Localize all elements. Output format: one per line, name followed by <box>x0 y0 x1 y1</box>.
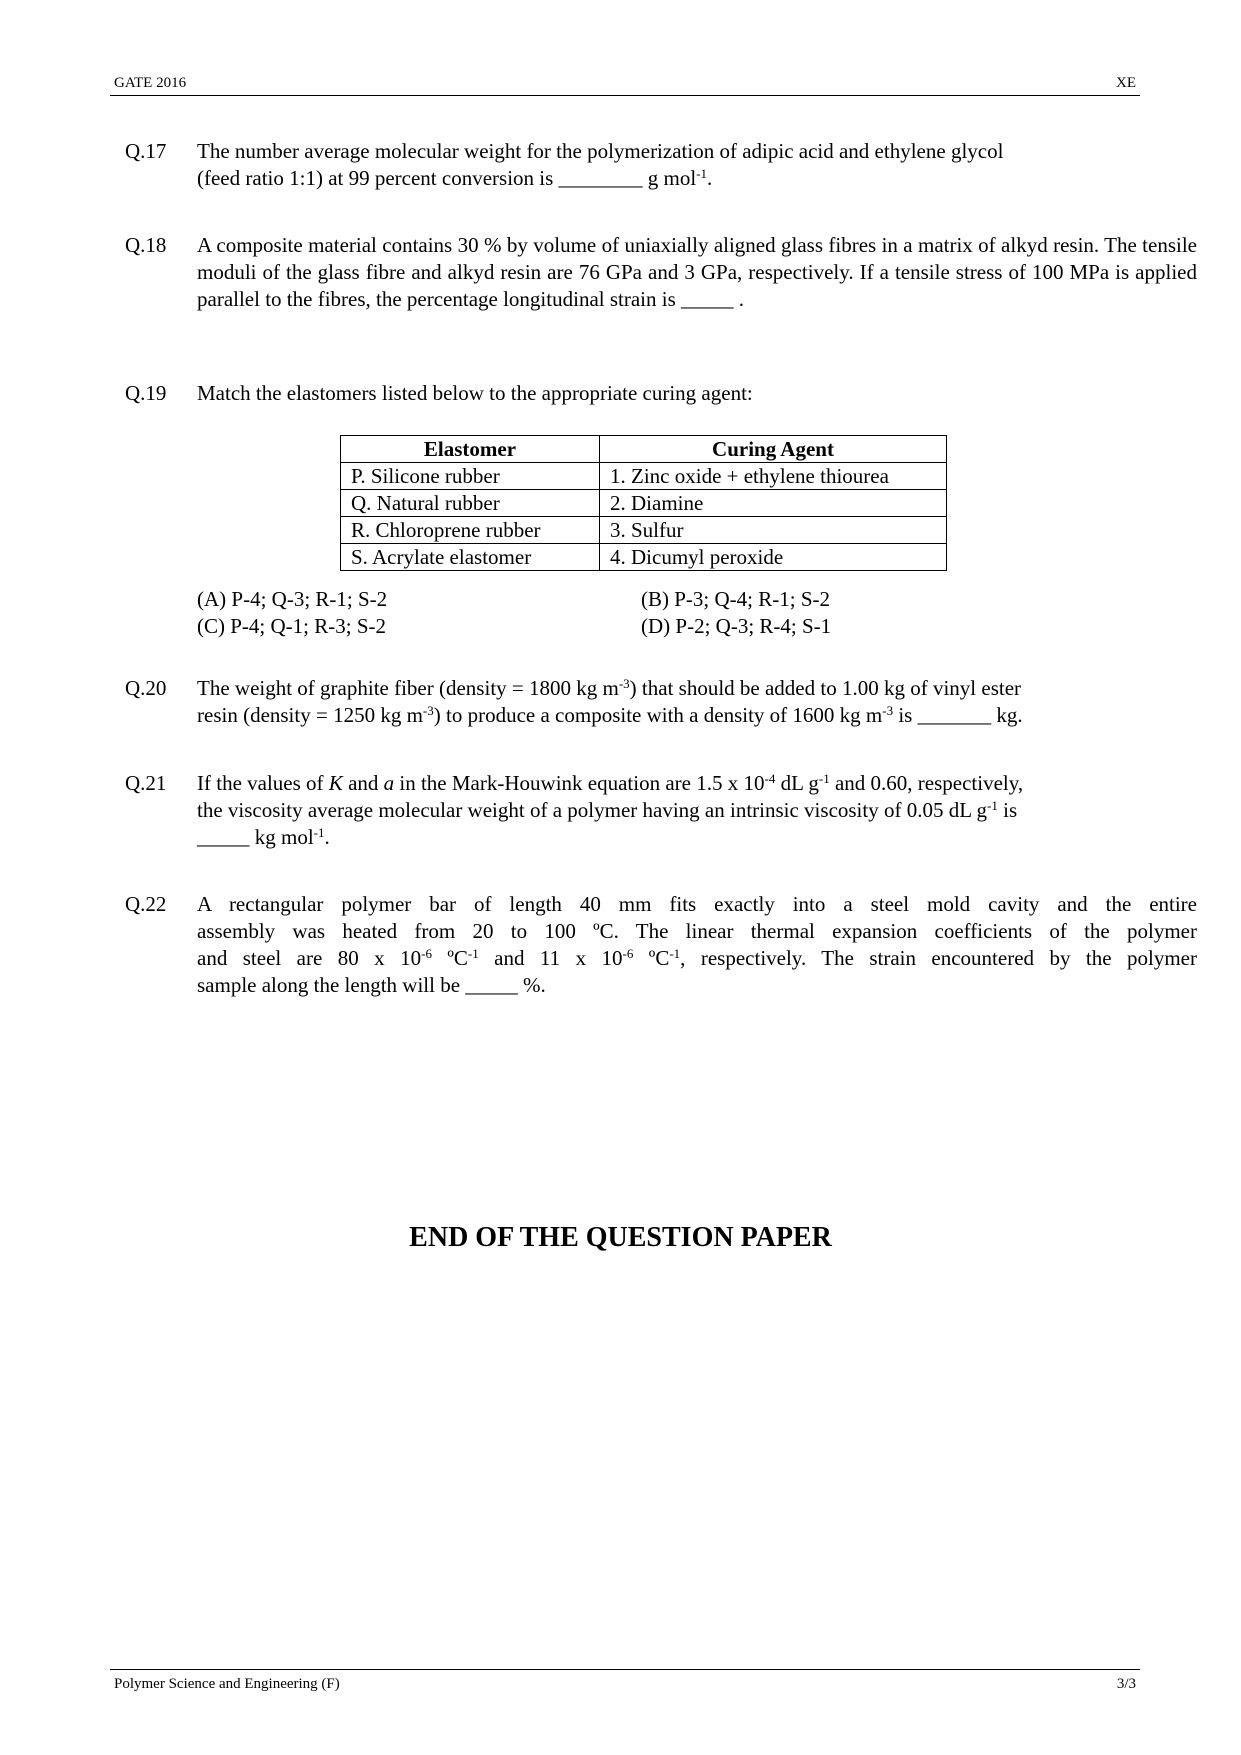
page-header <box>110 75 1140 96</box>
table-cell: P. Silicone rubber <box>341 463 600 490</box>
table-header-row <box>341 436 947 463</box>
question-number: Q.19 <box>125 381 167 405</box>
end-of-paper-heading: END OF THE QUESTION PAPER <box>409 1222 832 1253</box>
question-number: Q.18 <box>125 233 167 257</box>
table-cell: R. Chloroprene rubber <box>341 517 600 544</box>
column-header-curing-agent: Curing Agent <box>600 436 947 463</box>
page-footer <box>110 1669 1140 1693</box>
question-number: Q.22 <box>125 892 167 916</box>
table-cell: 1. Zinc oxide + ethylene thiourea <box>600 463 947 490</box>
question-text: Match the elastomers listed below to the appropriate curing agent: <box>197 381 753 405</box>
table-cell: 4. Dicumyl peroxide <box>600 544 947 571</box>
header-paper-code: XE <box>1116 75 1136 91</box>
question-text: The number average molecular weight for the polymerization of adipic acid and ethylene glycol (feed ratio 1:1) at 99 percent conversion is ________ g mol$^{-1}$. <box>197 139 1004 190</box>
question-text: A rectangular polymer bar of length 40 mm fits exactly into a steel mold cavity and the entire assembly was heated from 20 to 100 ºC. The linear thermal expansion coefficients of the polymer and steel are 80 x $10^{-6}$ ºC$^{-1}$ and 11 x $10^{-6}$ ºC$^{-1}$, respectively. The strain encountered by the polymer sample along the length will be _____ %. <box>197 892 1197 997</box>
footer-subject: Polymer Science and Engineering (F) <box>114 1676 340 1692</box>
footer-page-number: 3/3 <box>1116 1676 1136 1692</box>
question-text: If the values of K and a in the Mark-Houwink equation are 1.5 x $10^{-4}$ dL $g^{-1}$ and 0.60, respectively, the viscosity average molecular weight of a polymer having an intrinsic viscosity of 0.05 dL $g^{-1}$ is _____ kg mol$^{-1}$. <box>197 771 1024 849</box>
table-row <box>341 544 947 571</box>
question-number: Q.20 <box>125 676 167 700</box>
matching-table <box>340 435 947 571</box>
table-cell: 3. Sulfur <box>600 517 947 544</box>
table-cell: 2. Diamine <box>600 490 947 517</box>
table-row <box>341 490 947 517</box>
column-header-elastomer: Elastomer <box>341 436 600 463</box>
question-number: Q.17 <box>125 139 167 163</box>
header-exam-title: GATE 2016 <box>114 75 187 91</box>
table-cell: S. Acrylate elastomer <box>341 544 600 571</box>
question-text: A composite material contains 30 % by volume of uniaxially aligned glass fibres in a matrix of alkyd resin. The tensile moduli of the glass fibre and alkyd resin are 76 GPa and 3 GPa, respectively. If a tensile stress of 100 MPa is applied parallel to the fibres, the percentage longitudinal strain is _____ . <box>197 233 1197 311</box>
option-a: (A) P-4; Q-3; R-1; S-2 <box>197 587 388 611</box>
table-row <box>341 517 947 544</box>
table-row <box>341 463 947 490</box>
option-b: (B) P-3; Q-4; R-1; S-2 <box>641 587 830 611</box>
question-number: Q.21 <box>125 771 167 795</box>
table-cell: Q. Natural rubber <box>341 490 600 517</box>
question-text: The weight of graphite fiber (density = 1800 kg $m^{-3}$) that should be added to 1.00 kg of vinyl ester resin (density = 1250 kg $m^{-3}$) to produce a composite with a density of 1600 kg $m^{-3}$ is _______ kg. <box>197 676 1023 727</box>
option-c: (C) P-4; Q-1; R-3; S-2 <box>197 614 386 638</box>
option-d: (D) P-2; Q-3; R-4; S-1 <box>641 614 832 638</box>
